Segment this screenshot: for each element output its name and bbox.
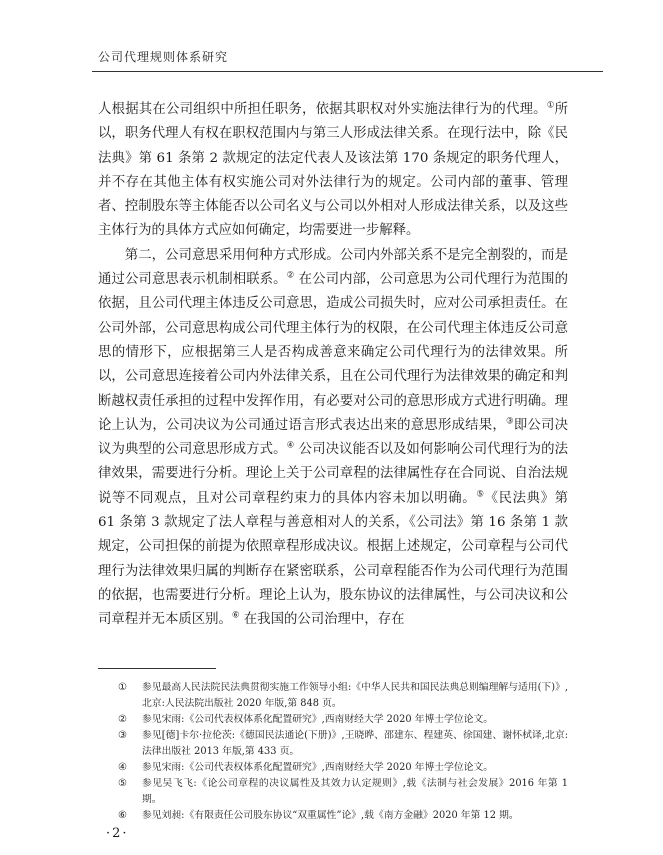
footnote-5 — [98, 776, 568, 808]
page-number: ·2· — [106, 826, 129, 841]
footnote-ref-2[interactable]: ② — [286, 270, 295, 281]
footnote-text: 参见宋雨:《公司代表权体系化配置研究》,西南财经大学 2020 年博士学位论文。 — [142, 714, 494, 725]
footnote-text: 参见[德]卡尔·拉伦茨:《德国民法通论(下册)》,王晓晔、邵建东、程建英、徐国建、谢怀栻译,北京:法律出版社 2013 年版,第 433 页。 — [142, 730, 568, 757]
main-body-text — [98, 98, 568, 633]
paragraph-1-text-a: 人根据其在公司组织中所担任职务，依据其职权对外实施法律行为的代理。 — [98, 102, 547, 117]
footnote-number: ① — [118, 682, 127, 693]
footnote-2 — [98, 712, 568, 728]
footnote-1 — [98, 680, 568, 712]
footnote-text: 参见最高人民法院民法典贯彻实施工作领导小组:《中华人民共和国民法典总则编理解与适用(下)》,北京:人民法院出版社 2020 年版,第 848 页。 — [142, 682, 568, 709]
paragraph-2-text-d: 公司决议能否以及如何影响公司代理行为的法律效果，需要进行分析。理论上关于公司章程的法律属性存在合同说、自治法规说等不同观点，且对公司章程约束力的具体内容未加以明确。 — [98, 442, 568, 506]
paragraph-2-text-c: 即公司决议为典型的公司意思形成方式。 — [98, 417, 569, 458]
footnote-rule — [98, 668, 216, 669]
paragraph-2-text-a: 第二，公司意思采用何种方式形成。公司内外部关系不是完全割裂的，而是通过公司意思表示机制相联系。 — [98, 247, 568, 288]
paragraph-2 — [98, 244, 568, 633]
paragraph-1-text-b: 所以，职务代理人有权在职权范围内与第三人形成法律关系。在现行法中，除《民法典》第 61 条第 2 款规定的法定代表人及该法第 170 条规定的职务代理人，并不存在其他主体有权实施公司对外法律行为的规定。公司内部的董事、管理者、控制股东等主体能否以公司名义与公司以外相对人形成法律关系，以及这些主体行为的具体方式应如何确定，均需要进一步解释。 — [98, 102, 569, 239]
footnote-3 — [98, 728, 568, 760]
footnote-text: 参见刘昶:《有限责任公司股东协议“双重属性”论》,载《南方金融》2020 年第 12 期。 — [142, 810, 519, 821]
footnote-ref-5[interactable]: ⑤ — [476, 489, 485, 500]
footnote-number: ③ — [118, 730, 127, 741]
footnotes-section — [98, 680, 568, 824]
footnote-ref-1[interactable]: ① — [546, 100, 555, 111]
footnote-4 — [98, 760, 568, 776]
paragraph-2-text-b: 在公司内部，公司意思为公司代理行为范围的依据，且公司代理主体违反公司意思，造成公司损失时，应对公司承担责任。在公司外部，公司意思构成公司代理主体行为的权限，在公司代理主体违反公司意思的情形下，应根据第三人是否构成善意来确定公司代理行为的法律效果。所以，公司意思连接着公司内外法律关系，且在公司代理行为法律效果的确定和判断越权责任承担的过程中发挥作用，有必要对公司的意思形成方式进行明确。理论上认为，公司决议为公司通过语言形式表达出来的意思形成结果， — [98, 272, 568, 433]
paragraph-2-text-e: 《民法典》第 61 条第 3 款规定了法人章程与善意相对人的关系，《公司法》第 16 条第 1 款规定，公司担保的前提为依照章程形成决议。根据上述规定，公司章程与公司代理行为法律效果归属的判断存在紧密联系，公司章程能否作为公司代理行为范围的依据，也需要进行分析。理论上认为，股东协议的法律属性，与公司决议和公司章程并无本质区别。 — [98, 490, 569, 628]
paragraph-2-text-f: 在我国的公司治理中，存在 — [239, 612, 405, 628]
footnote-number: ⑤ — [118, 778, 127, 789]
footnote-ref-4[interactable]: ④ — [286, 440, 295, 451]
footnote-ref-6[interactable]: ⑥ — [231, 610, 240, 621]
footnote-ref-3[interactable]: ③ — [505, 416, 514, 427]
footnote-text: 参见宋雨:《公司代表权体系化配置研究》,西南财经大学 2020 年博士学位论文。 — [142, 762, 494, 773]
running-head-title: 公司代理规则体系研究 — [98, 50, 229, 64]
footnote-number: ② — [118, 714, 127, 725]
paragraph-1 — [98, 98, 568, 244]
footnote-number: ④ — [118, 762, 127, 773]
footnote-text: 参见吴飞飞:《论公司章程的决议属性及其效力认定规则》,载《法制与社会发展》2016 年第 1 期。 — [142, 778, 568, 805]
footnote-number: ⑥ — [118, 810, 127, 821]
footnote-6 — [98, 808, 568, 824]
header-rule — [92, 71, 603, 72]
